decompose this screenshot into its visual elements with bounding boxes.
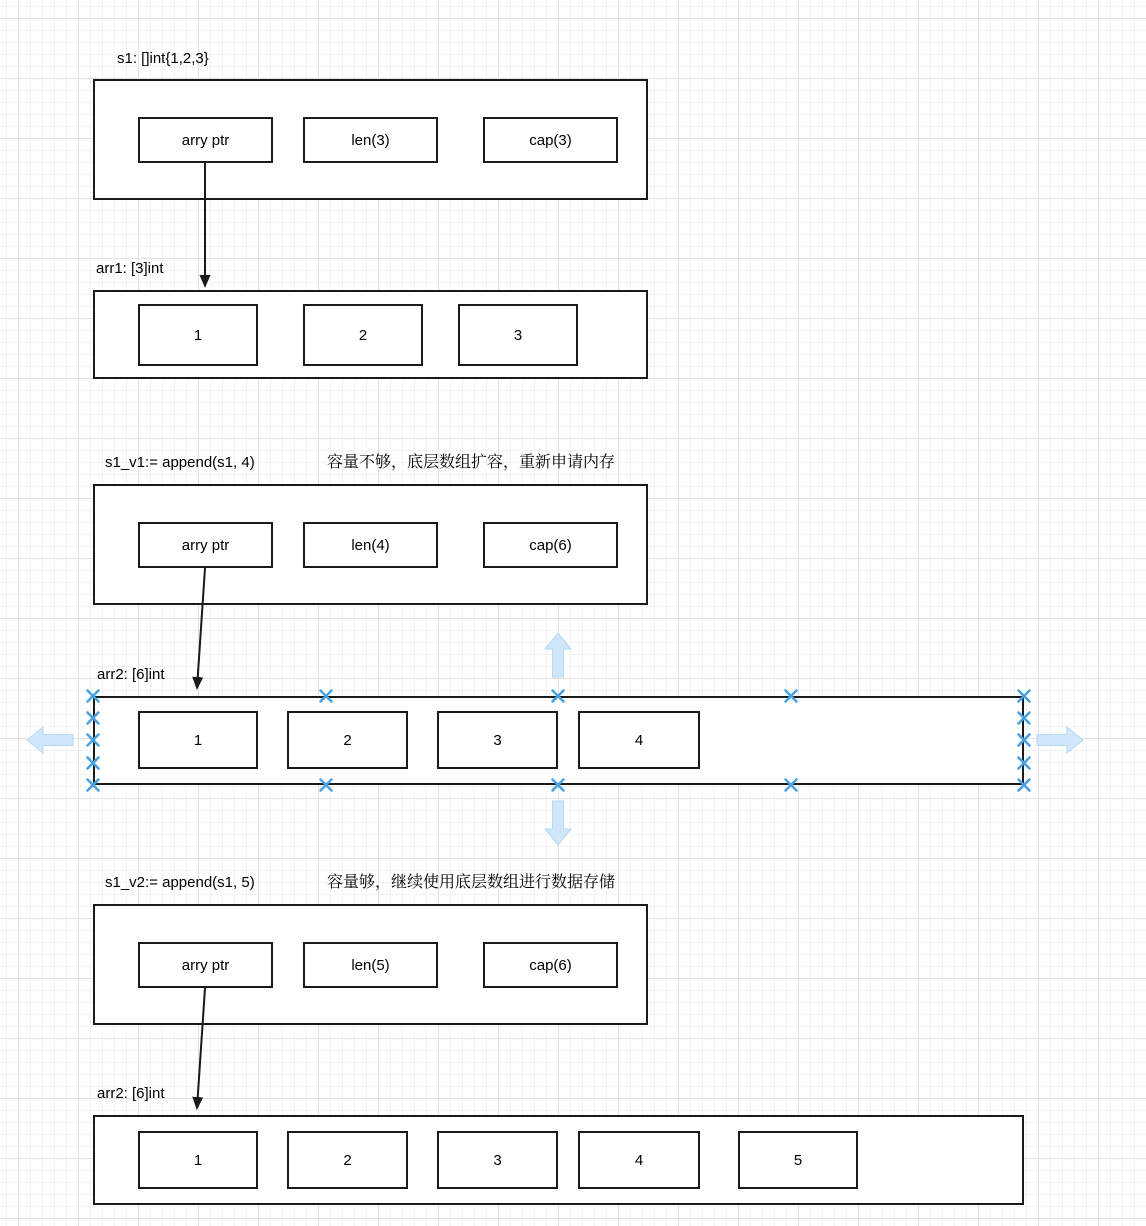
direction-arrow-left-icon[interactable] — [27, 727, 73, 753]
array2-cell-0[interactable]: 1 — [138, 711, 258, 769]
slice3-note[interactable]: 容量够，继续使用底层数组进行数据存储 — [327, 874, 616, 891]
direction-arrow-down-icon[interactable] — [545, 801, 571, 845]
array1-label[interactable]: arr1: [3]int — [96, 260, 164, 277]
array2-cell-2[interactable]: 3 — [437, 711, 558, 769]
slice1-label[interactable]: s1: []int{1,2,3} — [117, 50, 209, 67]
slice3-arryptr-cell[interactable]: arry ptr — [138, 942, 273, 988]
array3-cell-4[interactable]: 5 — [738, 1131, 858, 1189]
slice1-len-cell[interactable]: len(3) — [303, 117, 438, 163]
array3-label[interactable]: arr2: [6]int — [97, 1085, 165, 1102]
direction-arrow-up-icon[interactable] — [545, 633, 571, 677]
array3-cell-3[interactable]: 4 — [578, 1131, 700, 1189]
array3-cell-0[interactable]: 1 — [138, 1131, 258, 1189]
slice3-cap-cell[interactable]: cap(6) — [483, 942, 618, 988]
array1-cell-2[interactable]: 3 — [458, 304, 578, 366]
slice3-label[interactable]: s1_v2:= append(s1, 5) — [105, 874, 255, 891]
array2-label[interactable]: arr2: [6]int — [97, 666, 165, 683]
slice1-cap-cell[interactable]: cap(3) — [483, 117, 618, 163]
slice2-arryptr-cell[interactable]: arry ptr — [138, 522, 273, 568]
slice2-cap-cell[interactable]: cap(6) — [483, 522, 618, 568]
slice1-arryptr-cell[interactable]: arry ptr — [138, 117, 273, 163]
slice2-len-cell[interactable]: len(4) — [303, 522, 438, 568]
slice2-label[interactable]: s1_v1:= append(s1, 4) — [105, 454, 255, 471]
array2-cell-3[interactable]: 4 — [578, 711, 700, 769]
array1-cell-0[interactable]: 1 — [138, 304, 258, 366]
direction-arrow-right-icon[interactable] — [1037, 727, 1083, 753]
slice2-note[interactable]: 容量不够，底层数组扩容，重新申请内存 — [327, 454, 616, 471]
array3-cell-2[interactable]: 3 — [437, 1131, 558, 1189]
slice3-len-cell[interactable]: len(5) — [303, 942, 438, 988]
array3-cell-1[interactable]: 2 — [287, 1131, 408, 1189]
array1-cell-1[interactable]: 2 — [303, 304, 423, 366]
array2-cell-1[interactable]: 2 — [287, 711, 408, 769]
